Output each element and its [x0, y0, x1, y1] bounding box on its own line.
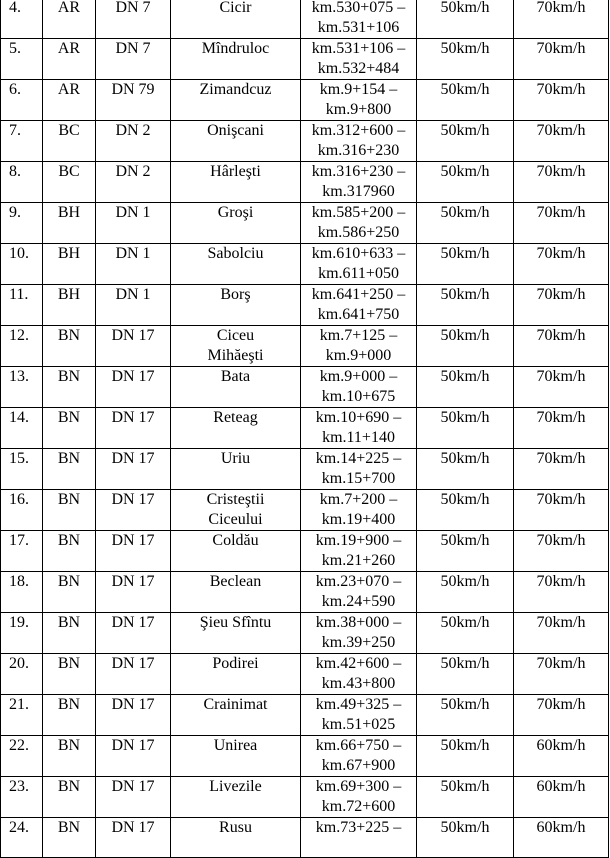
road-name-cell: DN 1 — [96, 203, 171, 244]
km-range-cell — [301, 572, 417, 613]
table-row — [1, 162, 609, 203]
km-range-line: km.49+325 – — [315, 696, 402, 713]
speed-limit-cell-1: 50km/h — [417, 736, 514, 777]
road-name-cell: DN 17 — [96, 777, 171, 818]
km-range-line: km.317960 — [322, 183, 395, 200]
locality-line: Mihăeşti — [207, 347, 264, 364]
road-name-cell: DN 2 — [96, 162, 171, 203]
km-range-line: km.9+800 — [325, 101, 392, 118]
speed-limit-cell-2: 70km/h — [514, 490, 609, 531]
locality-cell — [171, 121, 301, 162]
speed-limit-cell-2: 70km/h — [514, 408, 609, 449]
locality-cell — [171, 162, 301, 203]
row-number-cell: 17. — [1, 531, 43, 572]
km-range-cell — [301, 203, 417, 244]
locality-line: Ciceu — [216, 327, 255, 344]
km-range-cell — [301, 121, 417, 162]
locality-cell — [171, 531, 301, 572]
locality-line: Uriu — [220, 450, 251, 467]
county-code-cell: BH — [43, 244, 96, 285]
locality-line: Onişcani — [207, 122, 264, 139]
locality-line: Groşi — [217, 204, 254, 221]
locality-cell — [171, 80, 301, 121]
km-range-line: km.610+633 – — [311, 245, 406, 262]
table-row — [1, 613, 609, 654]
km-range-line: km.19+900 – — [315, 532, 402, 549]
locality-cell — [171, 0, 301, 39]
locality-cell — [171, 777, 301, 818]
row-number-cell: 6. — [1, 80, 43, 121]
table-row — [1, 326, 609, 367]
speed-limit-cell-2: 70km/h — [514, 654, 609, 695]
table-row — [1, 203, 609, 244]
table-row — [1, 244, 609, 285]
speed-limit-cell-2: 70km/h — [514, 449, 609, 490]
locality-cell — [171, 285, 301, 326]
table-row — [1, 449, 609, 490]
locality-line: Ciceului — [208, 511, 263, 528]
locality-line: Zimandcuz — [199, 81, 272, 98]
speed-limit-cell-1: 50km/h — [417, 449, 514, 490]
km-range-line: km.530+075 – — [311, 0, 406, 16]
speed-limit-cell-2: 70km/h — [514, 326, 609, 367]
road-name-cell: DN 17 — [96, 654, 171, 695]
table-row — [1, 777, 609, 818]
locality-cell — [171, 490, 301, 531]
road-name-cell: DN 79 — [96, 80, 171, 121]
county-code-cell: BN — [43, 490, 96, 531]
km-range-line: km.39+250 — [321, 634, 396, 651]
locality-cell — [171, 326, 301, 367]
road-name-cell: DN 17 — [96, 326, 171, 367]
km-range-cell — [301, 326, 417, 367]
km-range-cell — [301, 490, 417, 531]
table-row — [1, 408, 609, 449]
road-name-cell: DN 7 — [96, 0, 171, 39]
speed-limit-cell-2: 70km/h — [514, 613, 609, 654]
speed-limit-cell-2: 70km/h — [514, 39, 609, 80]
km-range-line: km.585+200 – — [311, 204, 406, 221]
county-code-cell: BN — [43, 613, 96, 654]
row-number-cell: 9. — [1, 203, 43, 244]
km-range-line: km.14+225 – — [315, 450, 402, 467]
row-number-cell: 19. — [1, 613, 43, 654]
km-range-line: km.42+600 – — [315, 655, 402, 672]
km-range-line: km.641+250 – — [311, 286, 406, 303]
road-name-cell: DN 1 — [96, 285, 171, 326]
table-row — [1, 80, 609, 121]
road-name-cell: DN 17 — [96, 695, 171, 736]
table-row — [1, 572, 609, 613]
km-range-cell — [301, 408, 417, 449]
county-code-cell: AR — [43, 39, 96, 80]
km-range-line: km.9+154 – — [319, 81, 398, 98]
row-number-cell: 15. — [1, 449, 43, 490]
speed-limit-cell-1: 50km/h — [417, 0, 514, 39]
speed-limit-cell-1: 50km/h — [417, 818, 514, 858]
county-code-cell: BN — [43, 818, 96, 858]
speed-limit-cell-2: 60km/h — [514, 818, 609, 858]
km-range-cell — [301, 244, 417, 285]
speed-limit-cell-2: 70km/h — [514, 244, 609, 285]
county-code-cell: BN — [43, 654, 96, 695]
table-row — [1, 531, 609, 572]
km-range-cell — [301, 285, 417, 326]
road-name-cell: DN 17 — [96, 367, 171, 408]
locality-cell — [171, 695, 301, 736]
speed-limit-cell-1: 50km/h — [417, 80, 514, 121]
speed-limit-cell-1: 50km/h — [417, 367, 514, 408]
km-range-line: km.531+106 — [317, 19, 400, 36]
county-code-cell: BN — [43, 777, 96, 818]
km-range-cell — [301, 531, 417, 572]
km-range-line: km.73+225 – — [315, 819, 402, 836]
speed-limit-cell-1: 50km/h — [417, 654, 514, 695]
row-number-cell: 16. — [1, 490, 43, 531]
km-range-cell — [301, 654, 417, 695]
row-number-cell: 20. — [1, 654, 43, 695]
locality-cell — [171, 613, 301, 654]
km-range-line: km.9+000 – — [319, 368, 398, 385]
table-row — [1, 490, 609, 531]
table-row — [1, 695, 609, 736]
km-range-line: km.69+300 – — [315, 778, 402, 795]
speed-limit-cell-1: 50km/h — [417, 613, 514, 654]
km-range-line: km.611+050 — [318, 265, 399, 282]
km-range-cell — [301, 736, 417, 777]
km-range-line: km.316+230 – — [311, 163, 406, 180]
locality-line: Livezile — [209, 778, 262, 795]
km-range-line: km.23+070 – — [315, 573, 402, 590]
row-number-cell: 5. — [1, 39, 43, 80]
km-range-line: km.15+700 — [321, 470, 396, 487]
speed-limit-cell-1: 50km/h — [417, 39, 514, 80]
locality-cell — [171, 408, 301, 449]
row-number-cell: 14. — [1, 408, 43, 449]
locality-line: Unirea — [213, 737, 258, 754]
road-name-cell: DN 1 — [96, 244, 171, 285]
speed-limit-cell-1: 50km/h — [417, 285, 514, 326]
speed-limit-cell-2: 70km/h — [514, 695, 609, 736]
km-range-line: km.586+250 — [317, 224, 400, 241]
speed-limit-cell-1: 50km/h — [417, 121, 514, 162]
locality-line: Coldău — [212, 532, 259, 549]
km-range-line: km.19+400 — [321, 511, 396, 528]
km-range-line: km.312+600 – — [311, 122, 406, 139]
road-name-cell: DN 17 — [96, 449, 171, 490]
row-number-cell: 24. — [1, 818, 43, 858]
locality-line: Rusu — [219, 819, 252, 836]
km-range-cell — [301, 162, 417, 203]
road-name-cell: DN 17 — [96, 531, 171, 572]
county-code-cell: BC — [43, 121, 96, 162]
row-number-cell: 10. — [1, 244, 43, 285]
locality-cell — [171, 654, 301, 695]
road-name-cell: DN 17 — [96, 408, 171, 449]
county-code-cell: AR — [43, 80, 96, 121]
km-range-line: km.72+600 — [321, 798, 396, 815]
table-row — [1, 0, 609, 39]
locality-cell — [171, 203, 301, 244]
km-range-line: km.10+675 — [321, 388, 396, 405]
locality-line: Beclean — [209, 573, 262, 590]
row-number-cell: 18. — [1, 572, 43, 613]
km-range-line: km.532+484 — [317, 60, 400, 77]
speed-limit-cell-1: 50km/h — [417, 203, 514, 244]
speed-limit-cell-1: 50km/h — [417, 162, 514, 203]
km-range-cell — [301, 777, 417, 818]
speed-limit-cell-2: 70km/h — [514, 203, 609, 244]
row-number-cell: 21. — [1, 695, 43, 736]
county-code-cell: BN — [43, 449, 96, 490]
speed-limit-cell-1: 50km/h — [417, 695, 514, 736]
county-code-cell: BC — [43, 162, 96, 203]
road-name-cell: DN 17 — [96, 818, 171, 858]
locality-line: Cristeştii — [206, 491, 265, 508]
speed-limit-cell-1: 50km/h — [417, 777, 514, 818]
speed-limit-cell-2: 60km/h — [514, 736, 609, 777]
road-name-cell: DN 17 — [96, 613, 171, 654]
km-range-line: km.38+000 – — [315, 614, 402, 631]
road-name-cell: DN 7 — [96, 39, 171, 80]
speed-limit-cell-2: 70km/h — [514, 367, 609, 408]
table-row — [1, 654, 609, 695]
row-number-cell: 12. — [1, 326, 43, 367]
km-range-line: km.9+000 — [325, 347, 392, 364]
county-code-cell: BN — [43, 408, 96, 449]
speed-limit-cell-1: 50km/h — [417, 531, 514, 572]
row-number-cell: 8. — [1, 162, 43, 203]
km-range-line: km.10+690 – — [315, 409, 402, 426]
locality-line: Sabolciu — [207, 245, 264, 262]
speed-limit-cell-1: 50km/h — [417, 490, 514, 531]
county-code-cell: AR — [43, 0, 96, 39]
speed-limit-cell-1: 50km/h — [417, 244, 514, 285]
road-name-cell: DN 2 — [96, 121, 171, 162]
speed-limit-cell-1: 50km/h — [417, 572, 514, 613]
row-number-cell: 4. — [1, 0, 43, 39]
row-number-cell: 13. — [1, 367, 43, 408]
locality-line: Borş — [220, 286, 251, 303]
table-row — [1, 121, 609, 162]
locality-cell — [171, 244, 301, 285]
km-range-cell — [301, 0, 417, 39]
locality-line: Podirei — [212, 655, 259, 672]
speed-limit-cell-2: 70km/h — [514, 162, 609, 203]
speed-limit-cell-2: 70km/h — [514, 80, 609, 121]
locality-line: Mîndruloc — [201, 40, 270, 57]
km-range-line: km.316+230 — [317, 142, 400, 159]
km-range-line: km.7+125 – — [319, 327, 398, 344]
locality-line: Crainimat — [203, 696, 268, 713]
km-range-cell — [301, 449, 417, 490]
locality-line: Reteag — [213, 409, 258, 426]
speed-limit-cell-1: 50km/h — [417, 326, 514, 367]
locality-line: Bata — [220, 368, 251, 385]
speed-limit-cell-2: 70km/h — [514, 0, 609, 39]
km-range-line: km.51+025 — [321, 716, 396, 733]
locality-cell — [171, 39, 301, 80]
speed-limit-cell-2: 70km/h — [514, 121, 609, 162]
km-range-line: km.531+106 – — [311, 40, 406, 57]
km-range-line: km.11+140 — [322, 429, 395, 446]
county-code-cell: BH — [43, 203, 96, 244]
row-number-cell: 7. — [1, 121, 43, 162]
county-code-cell: BN — [43, 572, 96, 613]
row-number-cell: 23. — [1, 777, 43, 818]
locality-cell — [171, 736, 301, 777]
locality-cell — [171, 367, 301, 408]
county-code-cell: BN — [43, 531, 96, 572]
km-range-line: km.43+800 — [321, 675, 396, 692]
locality-cell — [171, 449, 301, 490]
row-number-cell: 22. — [1, 736, 43, 777]
county-code-cell: BN — [43, 326, 96, 367]
table-row — [1, 285, 609, 326]
table-row — [1, 39, 609, 80]
county-code-cell: BN — [43, 695, 96, 736]
km-range-cell — [301, 367, 417, 408]
speed-limit-cell-2: 70km/h — [514, 531, 609, 572]
km-range-line: km.641+750 — [317, 306, 400, 323]
road-name-cell: DN 17 — [96, 736, 171, 777]
table-row — [1, 367, 609, 408]
km-range-line: km.21+260 — [321, 552, 396, 569]
row-number-cell: 11. — [1, 285, 43, 326]
km-range-line: km.67+900 — [321, 757, 396, 774]
road-name-cell: DN 17 — [96, 572, 171, 613]
km-range-line: km.24+590 — [321, 593, 396, 610]
km-range-line: km.7+200 – — [319, 491, 398, 508]
speed-limit-cell-1: 50km/h — [417, 408, 514, 449]
county-code-cell: BN — [43, 736, 96, 777]
table-body — [1, 0, 609, 858]
locality-line: Şieu Sfîntu — [199, 614, 272, 631]
km-range-cell — [301, 39, 417, 80]
speed-limit-cell-2: 60km/h — [514, 777, 609, 818]
speed-limit-cell-2: 70km/h — [514, 285, 609, 326]
locality-line: Hârleşti — [210, 163, 261, 180]
km-range-cell — [301, 80, 417, 121]
county-code-cell: BN — [43, 367, 96, 408]
table-row — [1, 736, 609, 777]
km-range-cell — [301, 613, 417, 654]
km-range-cell — [301, 695, 417, 736]
km-range-line: km.66+750 – — [315, 737, 402, 754]
county-code-cell: BH — [43, 285, 96, 326]
road-name-cell: DN 17 — [96, 490, 171, 531]
locality-cell — [171, 572, 301, 613]
speed-limit-cell-2: 70km/h — [514, 572, 609, 613]
locality-line: Cicir — [219, 0, 252, 16]
